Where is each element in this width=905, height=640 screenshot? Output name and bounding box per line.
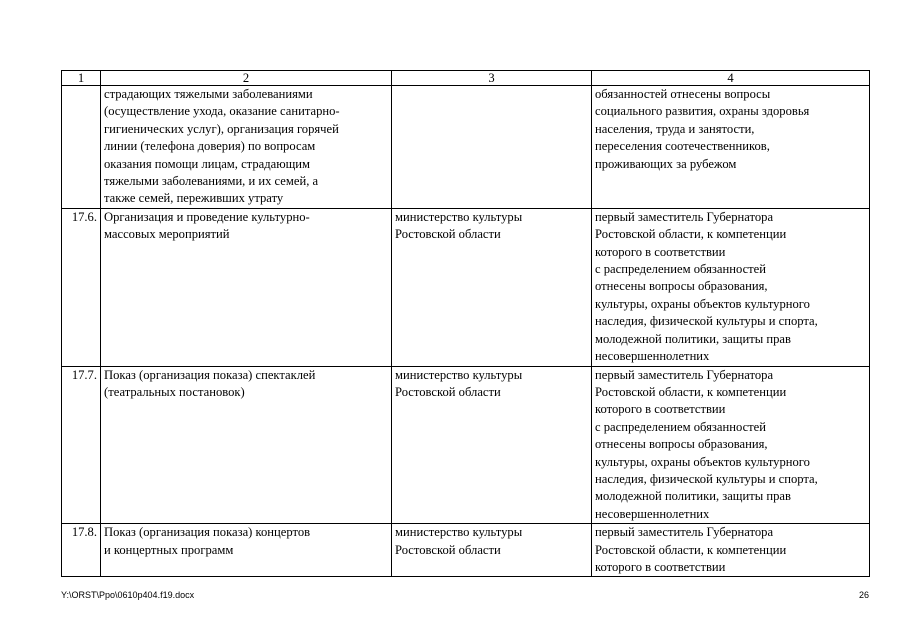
services-table	[61, 70, 870, 577]
row-number	[62, 86, 101, 209]
row-number: 17.6.	[62, 208, 101, 366]
page-number: 26	[858, 590, 869, 600]
authority-cell: министерство культуры Ростовской области	[392, 524, 592, 577]
official-cell: первый заместитель Губернатора Ростовской области, к компетенции которого в соответствии с распределением обязанностей отнесены вопросы образования, культуры, охраны объектов культурного наследия, физической культуры и спорта, молодежной политики, защиты прав несовершеннолетних	[592, 208, 870, 366]
authority-cell: министерство культуры Ростовской области	[392, 208, 592, 366]
column-header-1: 1	[62, 71, 101, 86]
row-number: 17.7.	[62, 366, 101, 524]
row-number: 17.8.	[62, 524, 101, 577]
column-header-3: 3	[392, 71, 592, 86]
column-header-2: 2	[101, 71, 392, 86]
footer-file-path: Y:\ORST\Ppo\0610p404.f19.docx	[61, 590, 195, 600]
table-row	[62, 524, 870, 577]
table-row	[62, 366, 870, 524]
column-header-4: 4	[592, 71, 870, 86]
service-cell: Показ (организация показа) концертов и концертных программ	[101, 524, 392, 577]
table-header-row	[62, 71, 870, 86]
authority-cell	[392, 86, 592, 209]
official-cell: обязанностей отнесены вопросы социального развития, охраны здоровья населения, труда и занятости, переселения соотечественников, проживающих за рубежом	[592, 86, 870, 209]
service-cell: страдающих тяжелыми заболеваниями (осуществление ухода, оказание санитарно- гигиенических услуг), организация горячей линии (телефона доверия) по вопросам оказания помощи лицам, страдающим тяжелыми заболеваниями, и их семей, а также семей, переживших утрату	[101, 86, 392, 209]
authority-cell: министерство культуры Ростовской области	[392, 366, 592, 524]
official-cell: первый заместитель Губернатора Ростовской области, к компетенции которого в соответствии с распределением обязанностей отнесены вопросы образования, культуры, охраны объектов культурного наследия, физической культуры и спорта, молодежной политики, защиты прав несовершеннолетних	[592, 366, 870, 524]
service-cell: Показ (организация показа) спектаклей (театральных постановок)	[101, 366, 392, 524]
official-cell: первый заместитель Губернатора Ростовской области, к компетенции которого в соответствии	[592, 524, 870, 577]
service-cell: Организация и проведение культурно- массовых мероприятий	[101, 208, 392, 366]
table-row	[62, 86, 870, 209]
table-row	[62, 208, 870, 366]
